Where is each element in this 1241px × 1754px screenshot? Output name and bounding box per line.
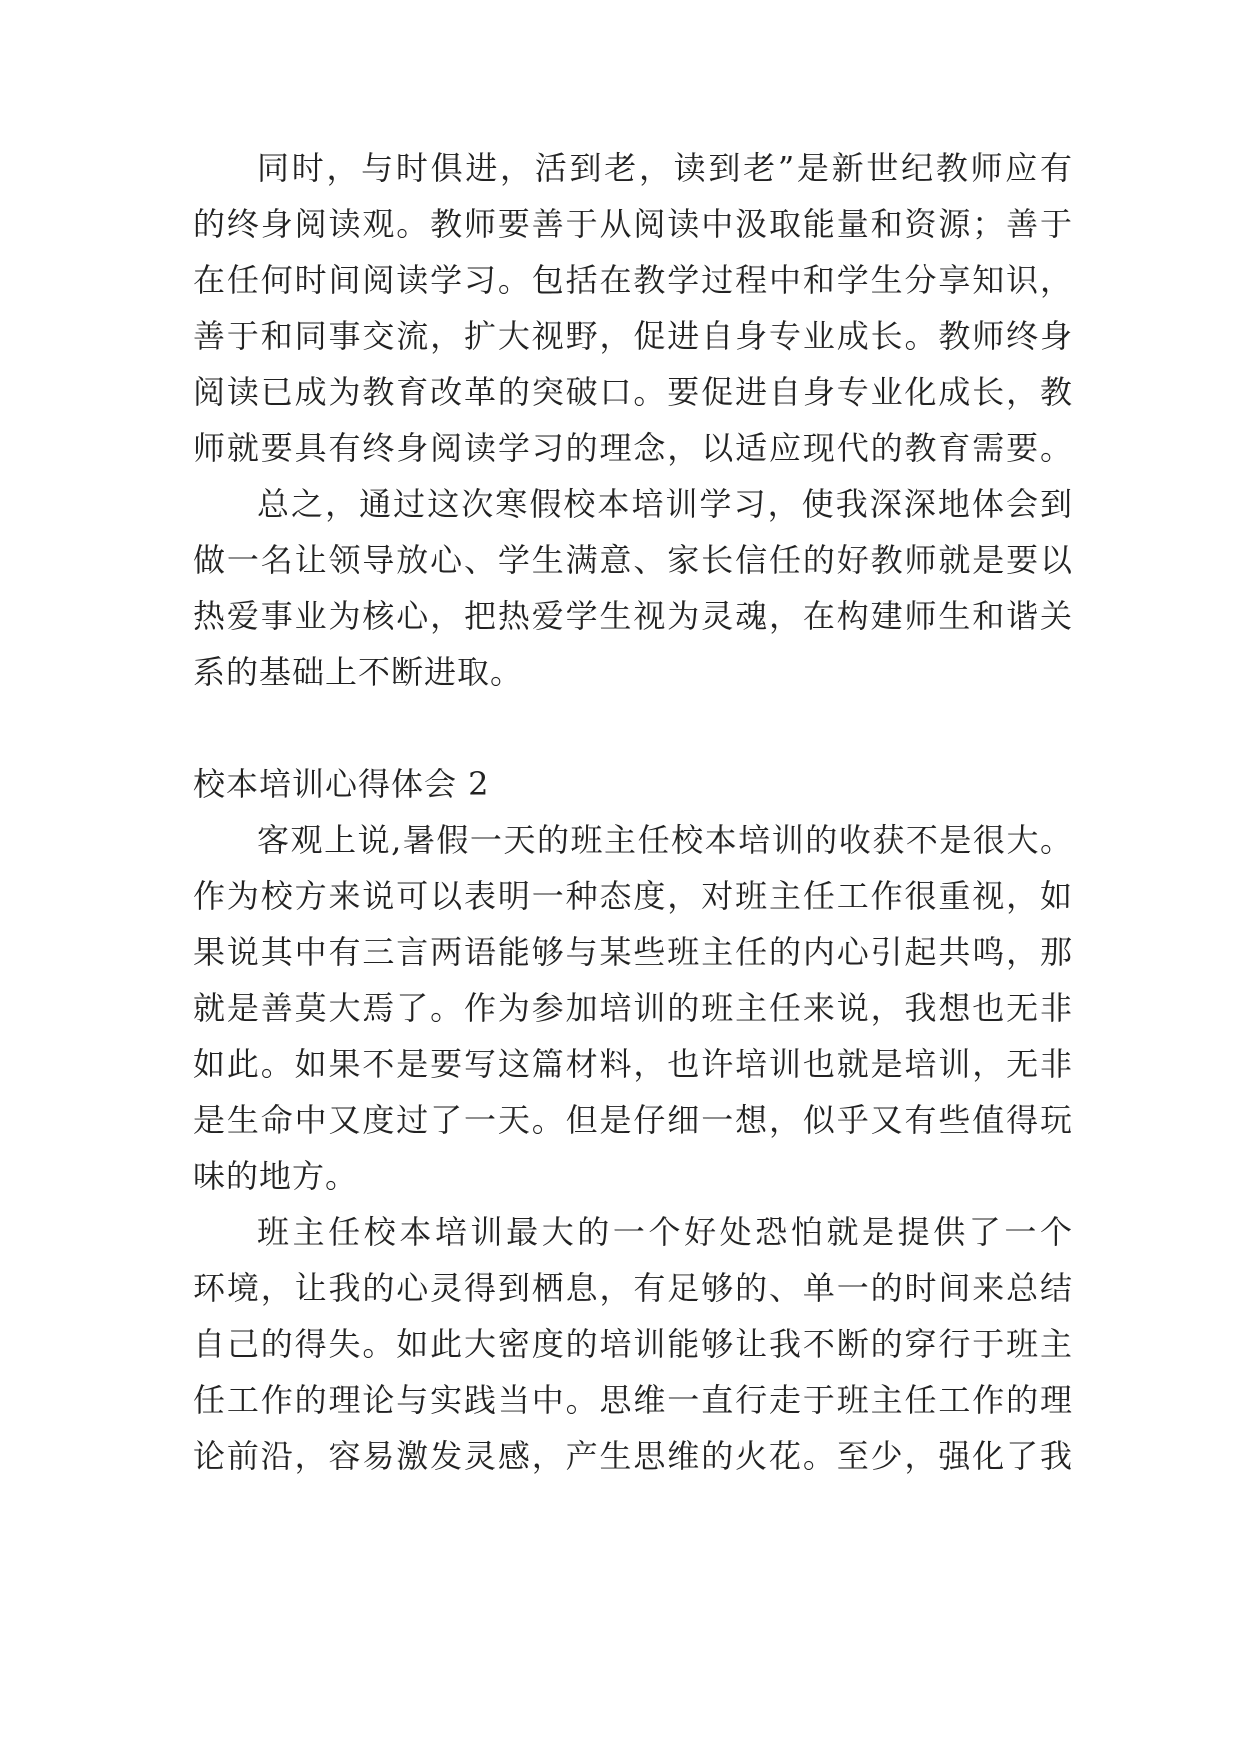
paragraph-line: 系的基础上不断进取。 <box>193 653 524 691</box>
paragraph-line: 是生命中又度过了一天。但是仔细一想，似乎又有些值得玩 <box>193 1101 1073 1139</box>
paragraph-line: 在任何时间阅读学习。包括在教学过程中和学生分享知识， <box>193 261 1073 299</box>
paragraph-line: 班主任校本培训最大的一个好处恐怕就是提供了一个 <box>257 1213 1073 1251</box>
paragraph-line: 热爱事业为核心，把热爱学生视为灵魂，在构建师生和谐关 <box>193 597 1073 635</box>
paragraph-line: 同时，与时俱进，活到老，读到老”是新世纪教师应有 <box>257 149 1073 187</box>
paragraph-line: 果说其中有三言两语能够与某些班主任的内心引起共鸣，那 <box>193 933 1073 971</box>
paragraph-line: 善于和同事交流，扩大视野，促进自身专业成长。教师终身 <box>193 317 1073 355</box>
paragraph-line: 阅读已成为教育改革的突破口。要促进自身专业化成长，教 <box>193 373 1073 411</box>
paragraph-line: 作为校方来说可以表明一种态度，对班主任工作很重视，如 <box>193 877 1073 915</box>
paragraph-line: 论前沿，容易激发灵感，产生思维的火花。至少，强化了我 <box>193 1437 1073 1475</box>
paragraph-line: 如此。如果不是要写这篇材料，也许培训也就是培训，无非 <box>193 1045 1073 1083</box>
paragraph-line: 师就要具有终身阅读学习的理念，以适应现代的教育需要。 <box>193 429 1073 467</box>
paragraph-line: 就是善莫大焉了。作为参加培训的班主任来说，我想也无非 <box>193 989 1073 1027</box>
paragraph-line: 自己的得失。如此大密度的培训能够让我不断的穿行于班主 <box>193 1325 1073 1363</box>
paragraph-line: 客观上说,暑假一天的班主任校本培训的收获不是很大。 <box>257 821 1073 859</box>
paragraph-line: 环境，让我的心灵得到栖息，有足够的、单一的时间来总结 <box>193 1269 1073 1307</box>
section-title: 校本培训心得体会 2 <box>193 765 490 803</box>
paragraph-line: 任工作的理论与实践当中。思维一直行走于班主任工作的理 <box>193 1381 1073 1419</box>
paragraph-line: 的终身阅读观。教师要善于从阅读中汲取能量和资源；善于 <box>193 205 1073 243</box>
paragraph-line: 总之，通过这次寒假校本培训学习，使我深深地体会到 <box>257 485 1073 523</box>
paragraph-line: 味的地方。 <box>193 1157 359 1195</box>
paragraph-line: 做一名让领导放心、学生满意、家长信任的好教师就是要以 <box>193 541 1073 579</box>
